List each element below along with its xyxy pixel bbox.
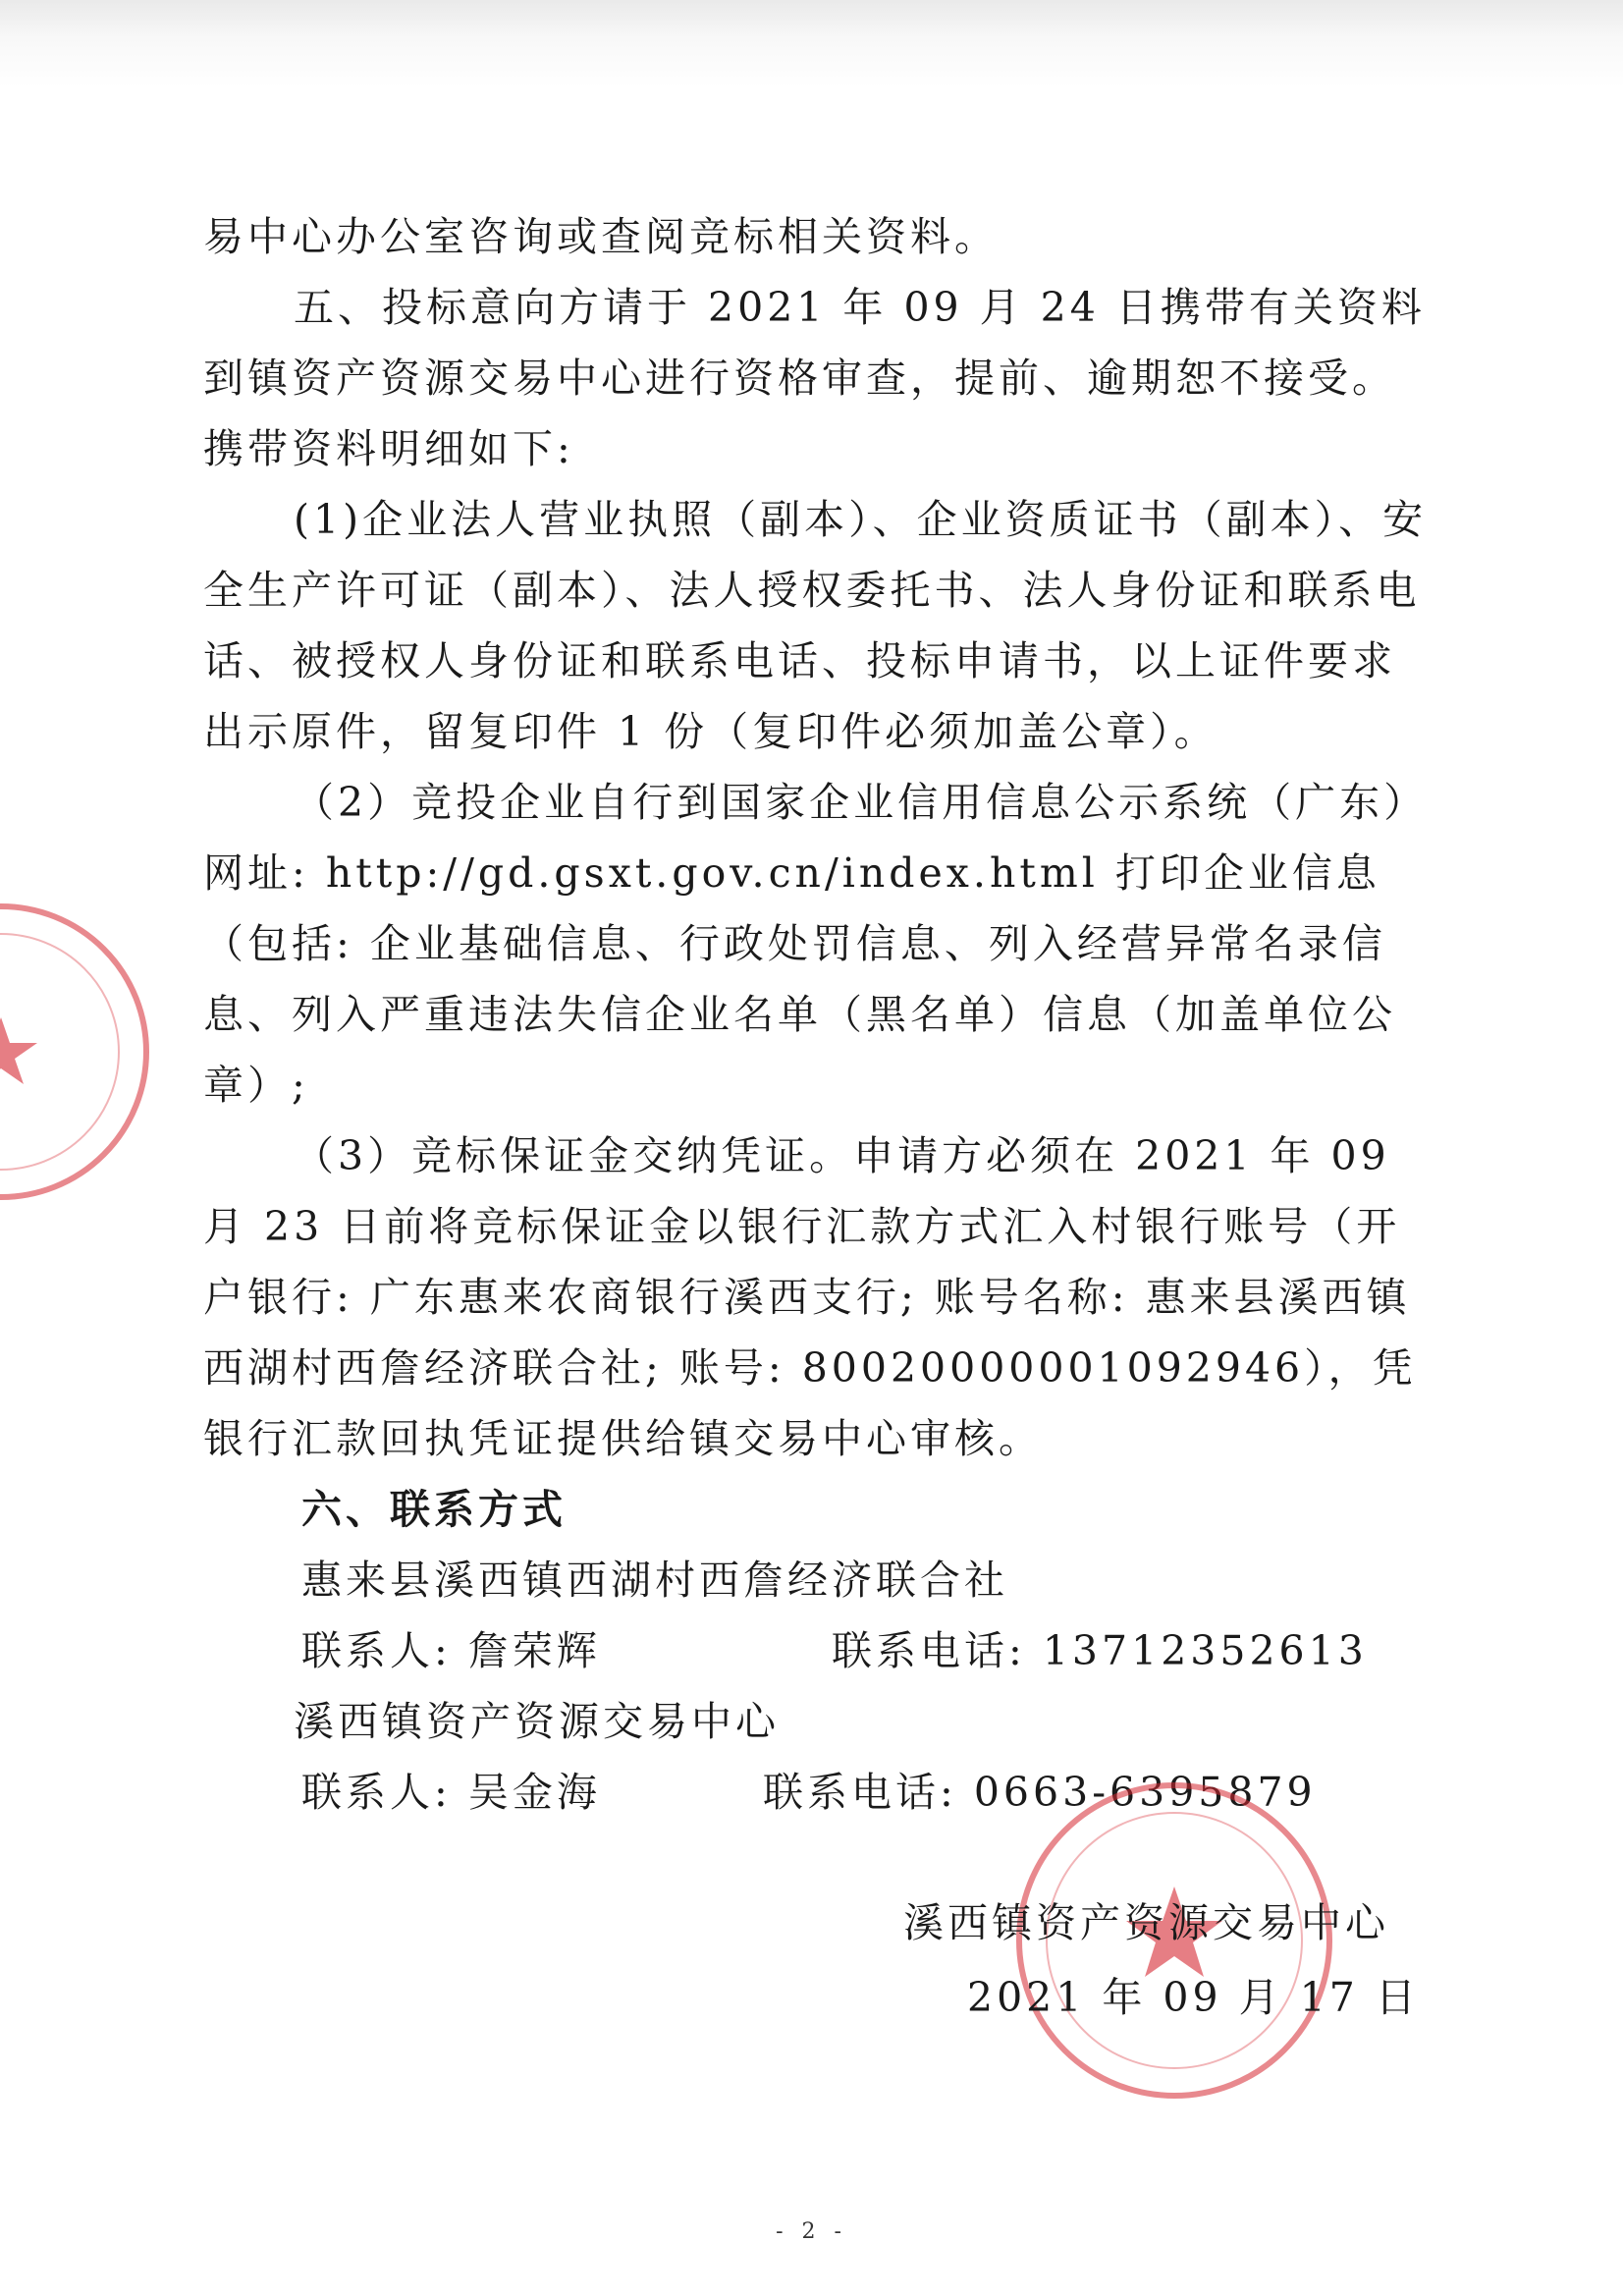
- contact-person-2: 联系人: 吴金海: [301, 1769, 601, 1816]
- contact-heading: 六、联系方式: [301, 1486, 567, 1533]
- paragraph-continuation: 易中心办公室咨询或查阅竞标相关资料。: [203, 213, 999, 260]
- paragraph-item-2: （2）竞投企业自行到国家企业信用信息公示系统（广东）网址: http://gd.gsxt.gov.cn/index.html 打印企业信息（包括: 企业基础信息、行政处罚信息、列入经营异常名录信息、列入严重违法失信企业名单（黑名单）信息（加盖单位公章）;: [203, 779, 1429, 1109]
- paragraph-item-3: （3）竞标保证金交纳凭证。申请方必须在 2021 年 09 月 23 日前将竞标保证金以银行汇款方式汇入村银行账号（开户银行: 广东惠来农商银行溪西支行; 账号名称: 惠来县溪西镇西湖村西詹经济联合社; 账号: 80020000001092946），凭银行汇款回执凭证提供给镇交易中心审核。: [203, 1132, 1417, 1462]
- contact-phone-2: 联系电话: 0663-6395879: [763, 1769, 1317, 1816]
- signature-date: 2021 年 09 月 17 日: [967, 1974, 1420, 2021]
- paragraph-item-1: (1)企业法人营业执照（副本）、企业资质证书（副本）、安全生产许可证（副本）、法人授权委托书、法人身份证和联系电话、被授权人身份证和联系电话、投标申请书，以上证件要求出示原件，留复印件 1 份（复印件必须加盖公章）。: [203, 496, 1428, 755]
- contact-org-1: 惠来县溪西镇西湖村西詹经济联合社: [301, 1557, 1008, 1604]
- document-body: [203, 201, 1431, 1828]
- star-icon: [0, 1017, 37, 1084]
- contact-row-1: [203, 1615, 1431, 1686]
- contact-org-2: 溪西镇资产资源交易中心: [294, 1698, 780, 1745]
- seal-left-graphic: [0, 909, 143, 1194]
- signature-block: [903, 1886, 1420, 2035]
- contact-phone-1: 联系电话: 13712352613: [832, 1627, 1368, 1674]
- page-number: - 2 -: [776, 2219, 847, 2244]
- scan-shadow: [0, 0, 1623, 39]
- paragraph-section-five: 五、投标意向方请于 2021 年 09 月 24 日携带有关资料到镇资产资源交易中心进行资格审查，提前、逾期恕不接受。携带资料明细如下:: [203, 284, 1426, 472]
- official-seal-left: [0, 903, 149, 1200]
- contact-person-1: 联系人: 詹荣辉: [301, 1627, 601, 1674]
- signature-org: 溪西镇资产资源交易中心: [903, 1899, 1389, 1946]
